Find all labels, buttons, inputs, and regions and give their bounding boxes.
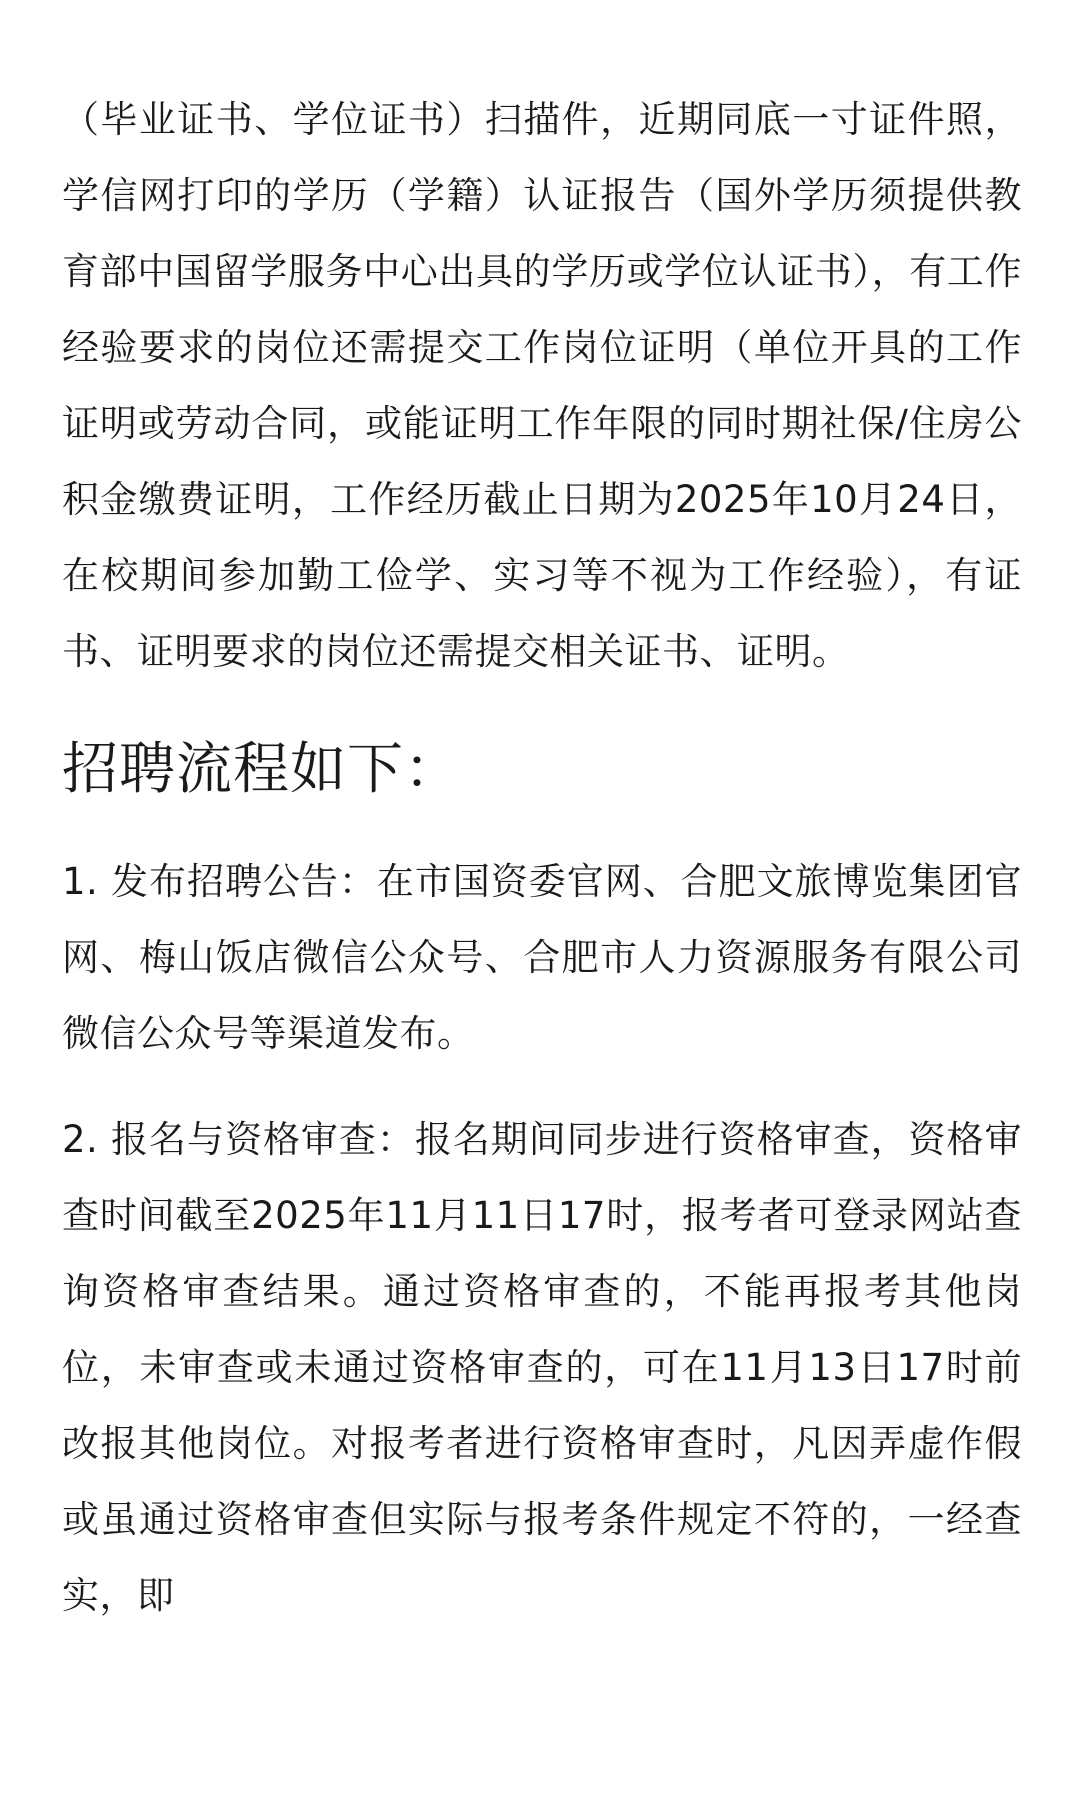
recruitment-process-heading: 招聘流程如下： [62,737,461,802]
step-registration-review: 2. 报名与资格审查：报名期间同步进行资格审查，资格审查时间截至2025年11月11日17时，报考者可登录网站查询资格审查结果。通过资格审查的，不能再报考其他岗位，未审查或未通过资格审查的，可在11月13日17时前改报其他岗位。对报考者进行资格审查时，凡因弄虚作假或虽通过资格审查但实际与报考条件规定不符的，一经查实，即 [62,1118,1022,1617]
article-body [62,82,1022,1664]
requirements-paragraph: （毕业证书、学位证书）扫描件，近期同底一寸证件照，学信网打印的学历（学籍）认证报告（国外学历须提供教育部中国留学服务中心出具的学历或学位认证书），有工作经验要求的岗位还需提交工作岗位证明（单位开具的工作证明或劳动合同，或能证明工作年限的同时期社保/住房公积金缴费证明，工作经历截止日期为2025年10月24日，在校期间参加勤工俭学、实习等不视为工作经验），有证书、证明要求的岗位还需提交相关证书、证明。 [62,98,1022,673]
step-publish-announcement: 1. 发布招聘公告：在市国资委官网、合肥文旅博览集团官网、梅山饭店微信公众号、合肥市人力资源服务有限公司微信公众号等渠道发布。 [62,860,1022,1055]
